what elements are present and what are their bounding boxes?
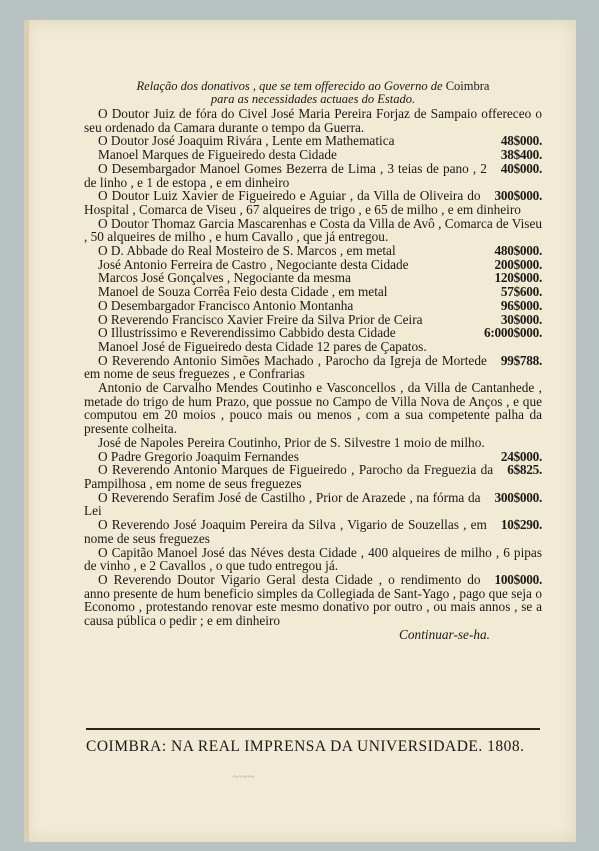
donation-text: O Doutor Thomaz Garcia Mascarenhas e Costa da Villa de Avô , Comarca de Viseu , 50 alqueires de milho , e hum Cavallo , que já entregou.	[84, 215, 542, 245]
donation-entry	[84, 258, 542, 272]
donation-entry	[84, 217, 542, 244]
donation-entry	[84, 463, 542, 490]
donation-entry	[84, 271, 542, 285]
donation-amount: 40$000.	[500, 160, 542, 176]
donation-text: Marcos José Gonçalves , Negociante da mesma	[98, 270, 351, 286]
donation-text: O Illustrissimo e Reverendissimo Cabbido desta Cidade	[98, 325, 396, 341]
donation-list	[84, 107, 542, 628]
donation-text: O Reverendo Francisco Xavier Freire da Silva Prior de Ceira	[98, 311, 423, 327]
donation-entry	[84, 381, 542, 436]
donation-amount: 6:000$000.	[484, 325, 542, 341]
donation-entry	[84, 436, 542, 450]
donation-entry	[84, 326, 542, 340]
donation-amount: 24$000.	[500, 448, 542, 464]
donation-entry	[84, 189, 542, 216]
donation-amount: 300$000.	[494, 188, 542, 204]
footer-rule	[86, 728, 540, 730]
donation-text: O Capitão Manoel José das Néves desta Cidade , 400 alqueires de milho , 6 pipas de vinho , e 2 Cavallos , o que tudo entregou já.	[84, 544, 542, 574]
donation-text: O Reverendo Antonio Marques de Figueiredo , Parocho da Freguezia da Pampilhosa , em nome de seus freguezes	[84, 462, 494, 491]
donation-entry	[84, 148, 542, 162]
donation-entry	[84, 573, 542, 628]
donation-text: Manoel de Souza Corrêa Feio desta Cidade , em metal	[98, 284, 388, 300]
donation-entry	[84, 518, 542, 545]
donation-text: O Reverendo Serafim José de Castilho , Prior de Arazede , na fórma da Lei	[84, 489, 481, 519]
donation-amount: 480$000.	[494, 243, 542, 259]
donation-amount: 30$000.	[500, 311, 542, 327]
donation-text: O Reverendo José Joaquim Pereira da Silva , Vigario de Souzellas , em nome de seus freguezes	[84, 517, 487, 546]
heading-line-1: Relação dos donativos , que se tem offerecido ao Governo de	[136, 79, 446, 93]
ink-flourish: ~~~	[232, 770, 255, 785]
donation-amount: 99$788.	[500, 352, 542, 368]
donation-entry	[84, 354, 542, 381]
donation-amount: 300$000.	[494, 489, 542, 505]
donation-entry	[84, 491, 542, 518]
donation-entry	[84, 244, 542, 258]
donation-text: Manoel Marques de Figueiredo desta Cidade	[98, 147, 337, 163]
continuation-note: Continuar-se-ha.	[399, 626, 490, 642]
donation-entry	[84, 313, 542, 327]
donation-text: José de Napoles Pereira Coutinho, Prior de S. Silvestre 1 moio de milho.	[98, 434, 485, 450]
donation-amount: 57$600.	[500, 284, 542, 300]
donation-text: O Reverendo Antonio Simões Machado , Parocho da Igreja de Mortede em nome de seus freguezes , e Confrarias	[84, 352, 487, 382]
donation-amount: 120$000.	[494, 270, 542, 286]
donation-entry	[84, 134, 542, 148]
document-heading	[84, 80, 542, 106]
donation-text: O Padre Gregorio Joaquim Fernandes	[98, 448, 299, 464]
donation-text: Manoel José de Figueiredo desta Cidade 12 pares de Çapatos.	[98, 338, 427, 354]
donation-entry	[84, 546, 542, 573]
donation-text: Antonio de Carvalho Mendes Coutinho e Vasconcellos , da Villa de Cantanhede , metade do trigo de hum Prazo, que possue no Campo de Villa Nova de Anços , e que computou em 20 moios , pouco mais ou menos , com a sua competente palha da presente colheita.	[84, 380, 542, 437]
donation-text: O Desembargador Francisco Antonio Montanha	[98, 297, 354, 313]
donation-text: O Doutor Luiz Xavier de Figueiredo e Aguiar , da Villa de Oliveira do Hospital , Comarca de Viseu , 67 alqueires de trigo , e 65 de milho , e em dinheiro	[84, 188, 521, 217]
donation-text: O D. Abbade do Real Mosteiro de S. Marcos , em metal	[98, 243, 396, 259]
donation-entry	[84, 162, 542, 189]
donation-entry	[84, 285, 542, 299]
donation-amount: 6$825.	[507, 462, 542, 478]
donation-text: O Desembargador Manoel Gomes Bezerra de Lima , 3 teias de pano , 2 de linho , e 1 de estopa , e em dinheiro	[84, 160, 487, 190]
donation-text: O Doutor Juiz de fóra do Civel José Maria Pereira Forjaz de Sampaio offereceo o seu ordenado da Camara durante o tempo da Guerra.	[84, 106, 542, 135]
donation-entry	[84, 299, 542, 313]
donation-entry	[84, 450, 542, 464]
donation-amount: 96$000.	[500, 297, 542, 313]
heading-line-2: para as necessidades actuaes do Estado.	[210, 92, 416, 106]
heading-coimbra: Coimbra	[445, 79, 490, 93]
donation-text: O Doutor José Joaquim Rivára , Lente em Mathematica	[98, 133, 395, 149]
document-body	[84, 80, 542, 641]
donation-amount: 48$000.	[500, 133, 542, 149]
donation-text: José Antonio Ferreira de Castro , Negociante desta Cidade	[98, 256, 409, 272]
donation-entry	[84, 340, 542, 354]
donation-text: O Reverendo Doutor Vigario Geral desta Cidade , o rendimento do anno presente de hum beneficio simples da Collegiada de Sant-Yago , pago que seja o Economo , protestando renovar este mesmo donativo por outro , ou mais annos , se a causa pública o pedir ; e em dinheiro	[84, 571, 542, 629]
donation-entry	[84, 107, 542, 134]
donation-amount: 200$000.	[494, 256, 542, 272]
donation-amount: 38$400.	[500, 147, 542, 163]
donation-amount: 10$290.	[500, 517, 542, 533]
donation-amount: 100$000.	[494, 571, 542, 587]
imprint-footer: COIMBRA: NA REAL IMPRENSA DA UNIVERSIDADE. 1808.	[86, 738, 525, 755]
